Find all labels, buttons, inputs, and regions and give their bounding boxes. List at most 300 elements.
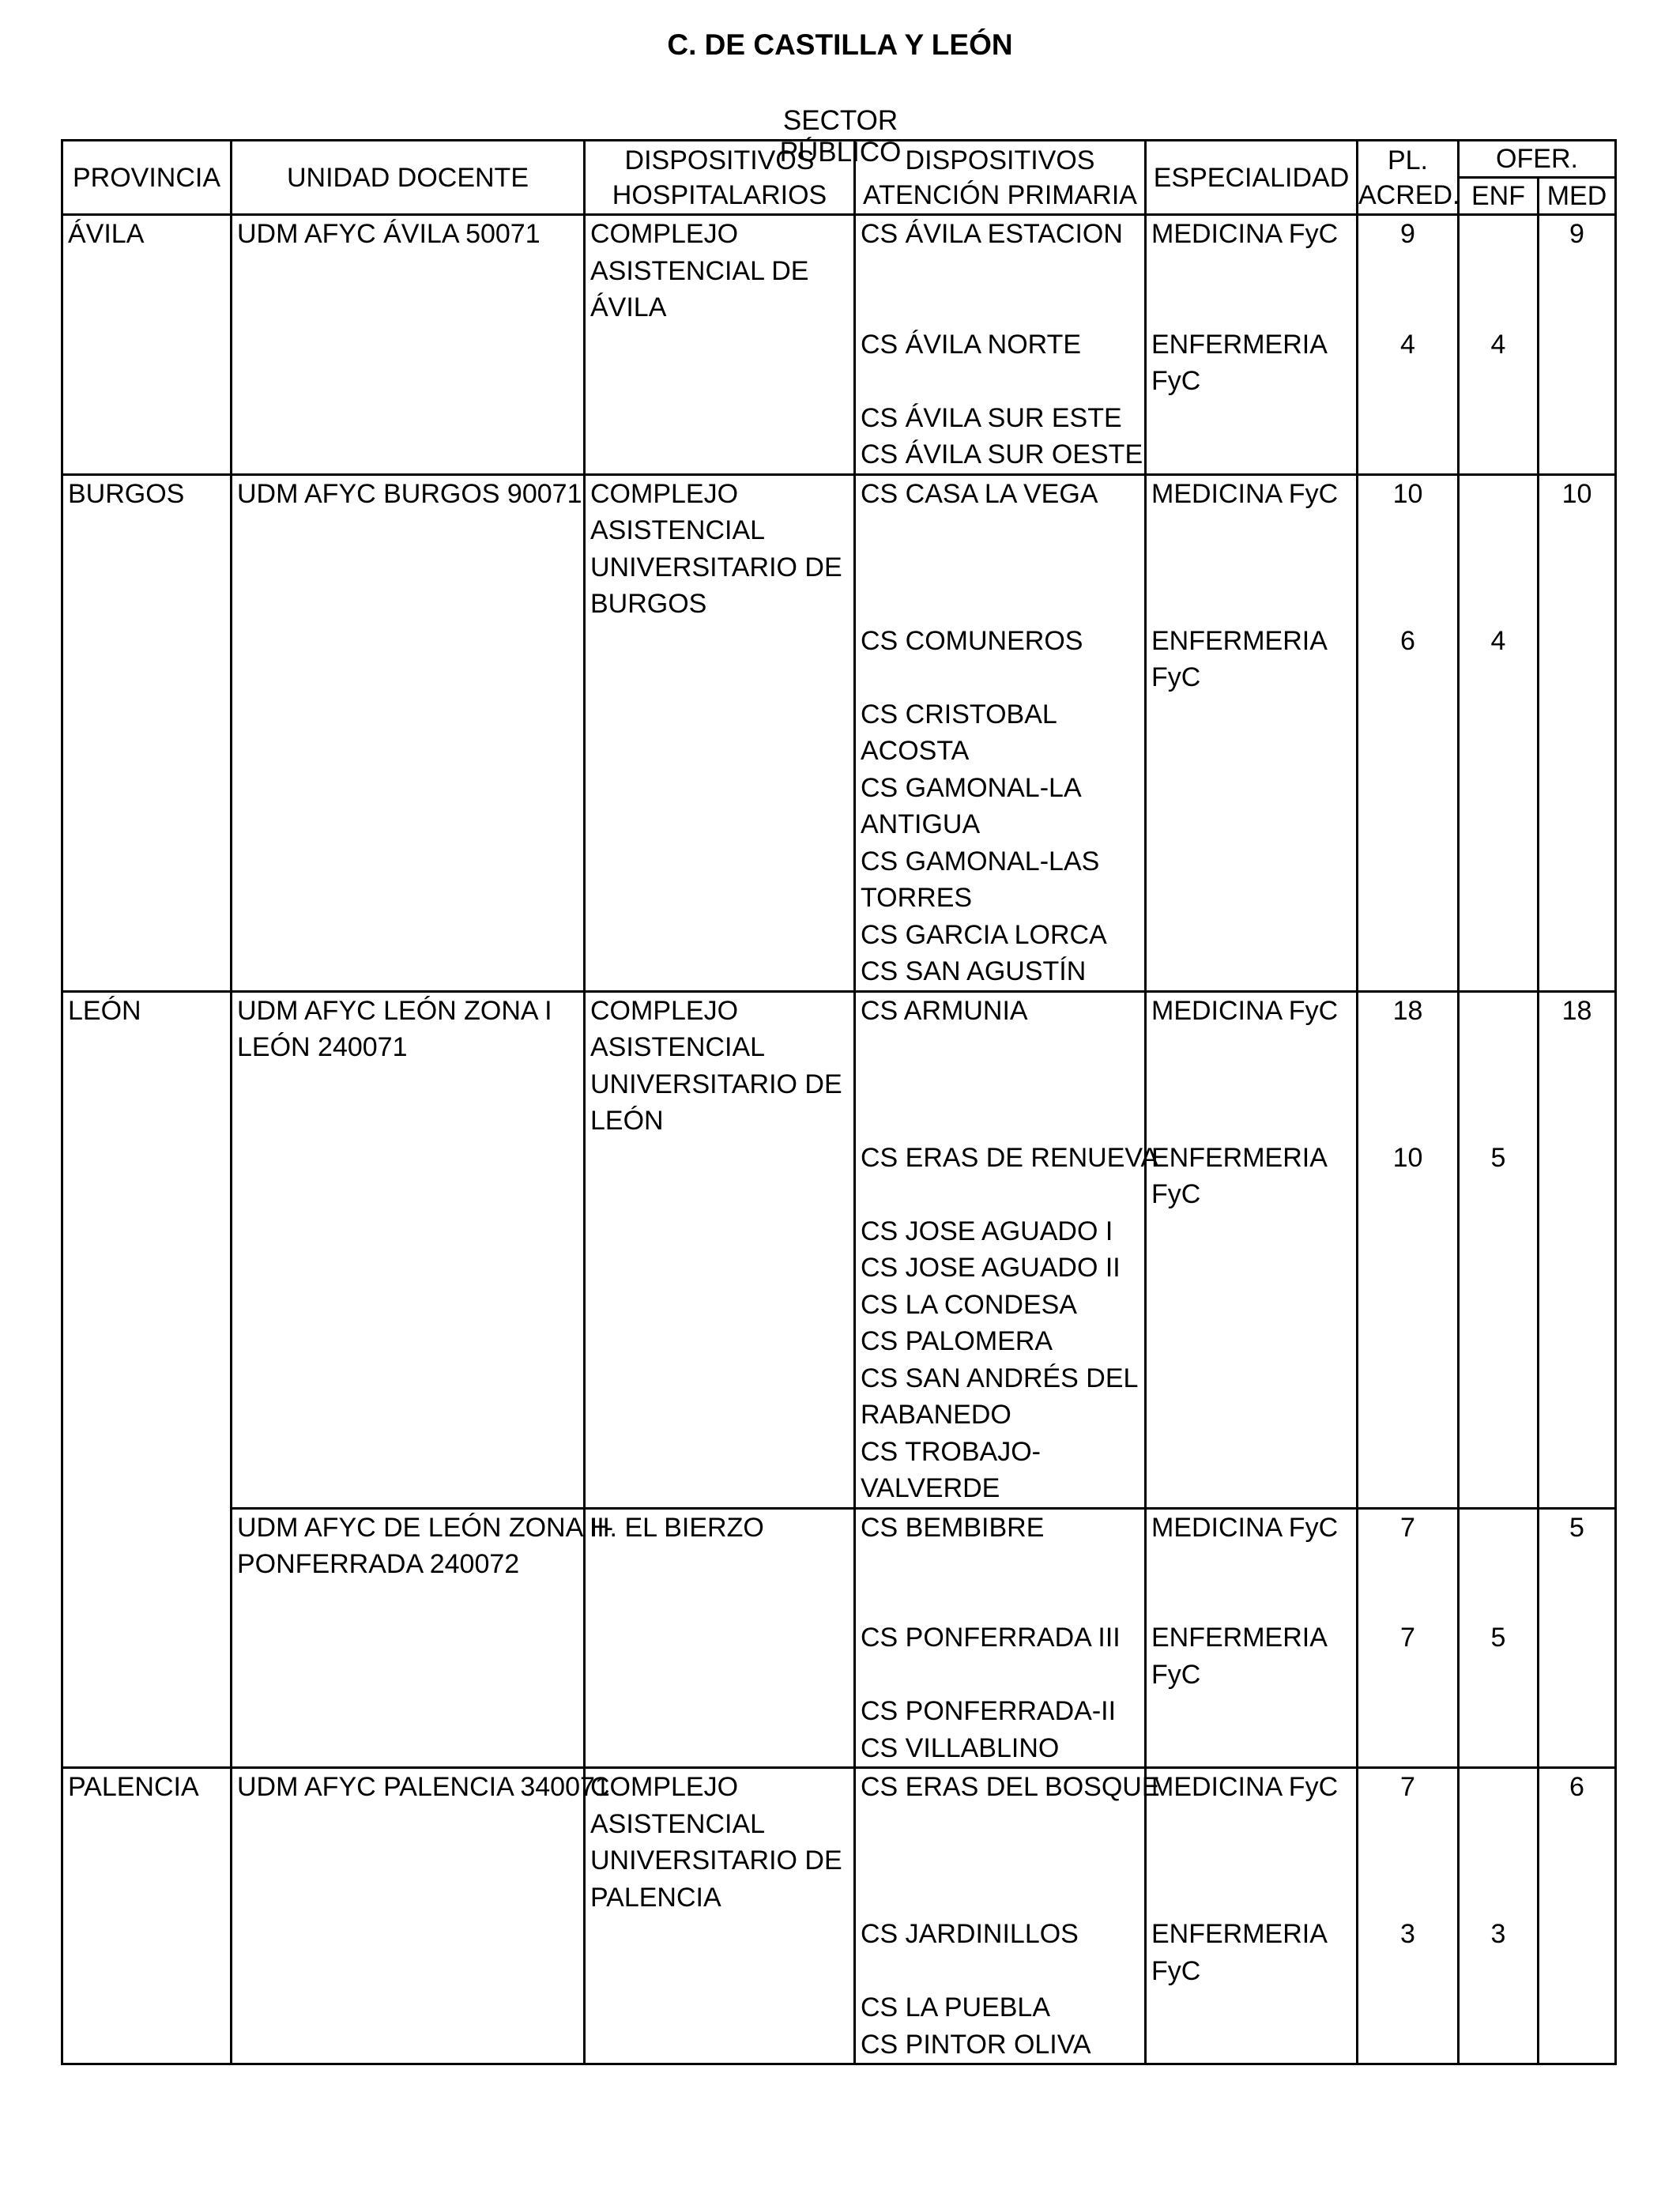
cell-line: CS PONFERRADA III [861,1623,1121,1653]
cell-line [1358,1693,1457,1730]
cell-line [1358,1842,1457,1879]
cell-line [1539,1066,1614,1103]
cell-line [1460,1287,1537,1324]
cell-dispositivo-hospitalario [585,215,855,475]
cell-line [232,1693,583,1730]
cell-line [232,1103,583,1140]
cell-line [1147,1213,1356,1250]
cell-line [1539,1470,1614,1507]
cell-line [1460,476,1537,513]
cell-line [1147,1470,1356,1507]
cell-line [1539,1583,1614,1620]
cell-line: CS LA PUEBLA [861,1992,1051,2022]
cell-line [1358,1806,1457,1843]
cell-line [63,1250,230,1287]
cell-line: TORRES [861,883,973,913]
table-row [62,474,1616,991]
cell-plazas-acreditadas [1358,1768,1459,2064]
cell-line [1358,400,1457,437]
cell-line [856,363,1144,400]
cell-line [586,733,853,770]
header-ap-line2: ATENCIÓN PRIMARIA [863,179,1137,210]
cell-line: FyC [1151,662,1201,692]
cell-lines [1147,476,1356,990]
cell-line [63,1953,230,1990]
cell-line: CS COMUNEROS [861,625,1083,656]
cell-line [586,843,853,880]
cell-line [232,1989,583,2026]
cell-line [1539,1029,1614,1066]
cell-line: LEÓN [590,1106,664,1136]
cell-line [63,253,230,290]
cell-line [586,1657,853,1694]
cell-line [586,917,853,954]
header-plazas-acreditadas [1358,141,1459,215]
cell-line [63,623,230,660]
cell-line: CS PALOMERA [861,1326,1053,1356]
cell-line: 7 [1400,1772,1415,1802]
cell-line [1147,1546,1356,1583]
cell-line [1147,1323,1356,1360]
cell-line [1539,953,1614,990]
cell-line: 3 [1490,1919,1506,1949]
cell-line [63,1434,230,1471]
cell-line [63,1213,230,1250]
cell-line [1539,1103,1614,1140]
cell-line [232,1842,583,1879]
cell-line [1460,1953,1537,1990]
cell-line: MEDICINA FyC [1151,478,1339,509]
cell-line [586,326,853,364]
cell-line [1460,1879,1537,1917]
cell-line: H. EL BIERZO [590,1512,764,1543]
cell-line: CS GAMONAL-LAS [861,846,1100,876]
cell-line [63,1916,230,1953]
cell-line: CS CRISTOBAL [861,699,1057,729]
cell-line: BURGOS [590,589,707,619]
cell-line: CS ÁVILA SUR OESTE [861,439,1143,469]
cell-line: 7 [1400,1623,1415,1653]
cell-line [1460,1360,1537,1397]
cell-line [1147,880,1356,917]
cell-lines [586,993,853,1507]
cell-line [1147,2026,1356,2064]
cell-line [1358,1176,1457,1213]
cell-lines [1147,1769,1356,2063]
cell-lines [1460,993,1537,1507]
cell-line [586,770,853,807]
cell-line [856,1806,1144,1843]
cell-line: CS TROBAJO- [861,1436,1041,1467]
cell-line [1460,1103,1537,1140]
cell-line [232,253,583,290]
cell-line [1460,1510,1537,1547]
cell-line [586,696,853,733]
cell-lines [586,476,853,990]
cell-line [856,253,1144,290]
cell-line [1358,1103,1457,1140]
cell-line: ASISTENCIAL [590,1032,766,1062]
cell-line [1539,659,1614,696]
cell-line [1539,770,1614,807]
cell-line [232,363,583,400]
header-oferta: OFER. [1459,141,1616,178]
cell-line [232,1657,583,1694]
cell-line [586,1546,853,1583]
cell-lines [856,216,1144,473]
cell-line: COMPLEJO [590,995,739,1026]
cell-line: 4 [1490,625,1506,656]
cell-line [1539,1916,1614,1953]
cell-line [232,400,583,437]
cell-line [1147,512,1356,549]
cell-line: COMPLEJO [590,219,739,249]
cell-line [1460,1693,1537,1730]
cell-dispositivo-hospitalario [585,1768,855,2064]
cell-line: ÁVILA [68,219,145,249]
cell-line [1539,1619,1614,1657]
cell-lines [63,993,230,1507]
cell-line: LEÓN [68,995,141,1026]
cell-line [1460,1842,1537,1879]
cell-line [1460,1029,1537,1066]
cell-lines [1358,216,1457,473]
cell-line: ANTIGUA [861,809,981,839]
cell-line: CS ARMUNIA [861,995,1028,1026]
cell-line [232,1619,583,1657]
cell-line: PONFERRADA 240072 [237,1549,520,1579]
cell-line [1147,806,1356,843]
cell-line: 5 [1490,1623,1506,1653]
header-especialidad: ESPECIALIDAD [1146,141,1358,215]
cell-line [232,1213,583,1250]
cell-lines [1147,1510,1356,1767]
cell-line: 10 [1392,478,1423,509]
cell-line [1460,1066,1537,1103]
cell-line [586,1916,853,1953]
cell-line [63,1103,230,1140]
cell-line [232,2026,583,2064]
cell-line [1539,2026,1614,2064]
cell-line [232,1323,583,1360]
cell-line [1539,806,1614,843]
cell-line [856,1842,1144,1879]
cell-line [586,1470,853,1507]
header-enf: ENF [1459,178,1539,215]
cell-dispositivo-ap [855,474,1146,991]
cell-line [1147,1842,1356,1879]
cell-line [1460,1730,1537,1767]
cell-plazas-acreditadas [1358,991,1459,1508]
cell-line [1539,1953,1614,1990]
cell-line [63,2026,230,2064]
cell-line [232,843,583,880]
cell-line [856,549,1144,586]
cell-line [1147,1434,1356,1471]
cell-line [1358,512,1457,549]
cell-line [856,586,1144,623]
cell-line [1147,1029,1356,1066]
cell-line [1358,1470,1457,1507]
cell-line [586,1360,853,1397]
cell-line [1539,1287,1614,1324]
cell-dispositivo-ap [855,215,1146,475]
cell-line [1358,1029,1457,1066]
cell-line [586,1583,853,1620]
cell-lines [1358,1769,1457,2063]
cell-lines [856,476,1144,990]
cell-line: VALVERDE [861,1473,1000,1503]
cell-line: FyC [1151,1955,1201,1986]
cell-line [63,953,230,990]
cell-line: MEDICINA FyC [1151,1512,1339,1543]
cell-line [232,1583,583,1620]
cell-line [1358,586,1457,623]
cell-line [63,696,230,733]
cell-line [1358,806,1457,843]
cell-line [1539,1323,1614,1360]
cell-line [1358,549,1457,586]
cell-line [1539,1434,1614,1471]
cell-line [1358,770,1457,807]
cell-line [232,1176,583,1213]
cell-line [1358,880,1457,917]
cell-line [1147,289,1356,326]
cell-line [1539,623,1614,660]
cell-line: 18 [1392,995,1423,1026]
cell-line [1358,659,1457,696]
cell-line [1147,953,1356,990]
cell-line [1539,363,1614,400]
cell-lines [1539,1510,1614,1767]
cell-line [232,1730,583,1767]
cell-line [1358,1657,1457,1694]
cell-line: ENFERMERIA [1151,329,1328,360]
cell-provincia [62,215,232,475]
cell-line [586,1953,853,1990]
cell-line [1539,696,1614,733]
cell-line [1460,1434,1537,1471]
cell-line [63,1806,230,1843]
cell-dispositivo-hospitalario [585,1508,855,1768]
cell-line [856,1657,1144,1694]
cell-line [1147,549,1356,586]
cell-line [1460,400,1537,437]
cell-line [1147,1360,1356,1397]
cell-line [1539,917,1614,954]
cell-oferta-med [1539,474,1616,991]
cell-line [856,1103,1144,1140]
cell-line [63,326,230,364]
cell-line [232,289,583,326]
cell-line: CS JARDINILLOS [861,1919,1079,1949]
cell-line [1460,1769,1537,1806]
cell-plazas-acreditadas [1358,474,1459,991]
cell-lines [63,476,230,990]
cell-line [1460,1989,1537,2026]
cell-lines [1539,476,1614,990]
cell-line [586,880,853,917]
cell-line [1147,436,1356,473]
cell-line [63,436,230,473]
cell-line [63,880,230,917]
cell-line [1358,363,1457,400]
cell-line [1539,1176,1614,1213]
table-row [62,215,1616,475]
cell-line [1358,1730,1457,1767]
cell-line [1358,1213,1457,1250]
cell-provincia [62,991,232,1768]
cell-line: 4 [1490,329,1506,360]
cell-line [1147,733,1356,770]
cell-line [1460,733,1537,770]
header-hosp-line1: DISPOSITIVOS [624,145,815,175]
cell-lines [856,993,1159,1507]
cell-line [586,1434,853,1471]
cell-line: ASISTENCIAL DE [590,255,809,286]
cell-line: MEDICINA FyC [1151,219,1339,249]
cell-line [586,623,853,660]
cell-line: ENFERMERIA [1151,1623,1328,1653]
cell-lines [1358,476,1457,990]
cell-line [232,512,583,549]
cell-line [232,586,583,623]
cell-line [63,400,230,437]
cell-line [1539,1140,1614,1177]
cell-line [1147,586,1356,623]
cell-line [232,549,583,586]
cell-line [1358,1953,1457,1990]
cell-line [1358,696,1457,733]
cell-line [586,363,853,400]
cell-line [63,843,230,880]
cell-line [1460,586,1537,623]
cell-lines [1147,216,1356,473]
cell-oferta-enf [1459,215,1539,475]
cell-line [1147,1397,1356,1434]
cell-line [1539,1657,1614,1694]
cell-lines [1460,216,1537,473]
cell-line: FyC [1151,1659,1201,1690]
cell-line: CS GARCIA LORCA [861,919,1107,950]
header-hosp-line2: HOSPITALARIOS [612,179,827,210]
table-row [62,1508,1616,1768]
cell-line [63,1470,230,1507]
cell-lines [586,216,853,473]
cell-line [1358,289,1457,326]
cell-line [586,436,853,473]
cell-lines [232,1769,610,2063]
cell-line [1460,363,1537,400]
cell-line [1147,1103,1356,1140]
cell-line [1539,1213,1614,1250]
cell-line [63,1066,230,1103]
cell-lines [1147,993,1356,1507]
cell-unidad-docente [232,474,585,991]
cell-line [232,623,583,660]
header-unidad-docente: UNIDAD DOCENTE [232,141,585,215]
header-dispositivos-hospitalarios [585,141,855,215]
cell-line [63,549,230,586]
cell-line [1358,1397,1457,1434]
cell-line [1460,436,1537,473]
cell-dispositivo-ap [855,991,1159,1508]
cell-line [1460,659,1537,696]
cell-line [1147,917,1356,954]
cell-line [1460,1323,1537,1360]
cell-line [1539,1730,1614,1767]
header-med: MED [1539,178,1616,215]
cell-line [1460,1583,1537,1620]
cell-line [63,733,230,770]
cell-line [63,1989,230,2026]
cell-line [232,1360,583,1397]
cell-lines [232,216,583,473]
cell-line [1358,1434,1457,1471]
cell-line: RABANEDO [861,1400,1011,1430]
cell-line: UDM AFYC BURGOS 90071 [237,478,582,509]
cell-line: 10 [1392,1142,1423,1173]
cell-lines [63,1769,230,2063]
cell-line [1358,436,1457,473]
cell-line [586,1287,853,1324]
cell-line [1460,549,1537,586]
cell-oferta-enf [1459,1508,1539,1768]
cell-line [63,917,230,954]
cell-line: CS ÁVILA SUR ESTE [861,402,1122,433]
cell-line [1460,1657,1537,1694]
cell-line: COMPLEJO [590,478,739,509]
cell-line: ACOSTA [861,736,970,766]
cell-line [1539,1842,1614,1879]
cell-line: COMPLEJO [590,1772,739,1802]
cell-oferta-med [1539,215,1616,475]
cell-line [856,1879,1144,1917]
cell-oferta-med [1539,991,1616,1508]
cell-line [1358,1066,1457,1103]
cell-line: PALENCIA [68,1772,199,1802]
cell-lines [1539,1769,1614,2063]
cell-line [63,586,230,623]
cell-line [856,659,1144,696]
cell-line [1539,1546,1614,1583]
cell-line [63,1140,230,1177]
cell-oferta-med [1539,1768,1616,2064]
cell-lines [586,1510,853,1767]
cell-line: ASISTENCIAL [590,515,766,545]
cell-line [1460,880,1537,917]
cell-line: CS VILLABLINO [861,1732,1060,1763]
cell-line [1147,1806,1356,1843]
cell-line [1358,843,1457,880]
cell-line [232,1470,583,1507]
cell-line [1460,1397,1537,1434]
table-row [62,991,1616,1508]
cell-line: 3 [1400,1919,1415,1949]
cell-line [63,289,230,326]
cell-line [1147,1879,1356,1917]
cell-line: PALENCIA [590,1882,721,1913]
cell-line [586,1323,853,1360]
cell-line: UNIVERSITARIO DE [590,552,842,582]
cell-line [1460,1213,1537,1250]
cell-line [1539,1250,1614,1287]
cell-line [1147,1250,1356,1287]
header-provincia: PROVINCIA [62,141,232,215]
cell-oferta-enf [1459,1768,1539,2064]
cell-line: UNIVERSITARIO DE [590,1069,842,1099]
cell-line [1539,880,1614,917]
